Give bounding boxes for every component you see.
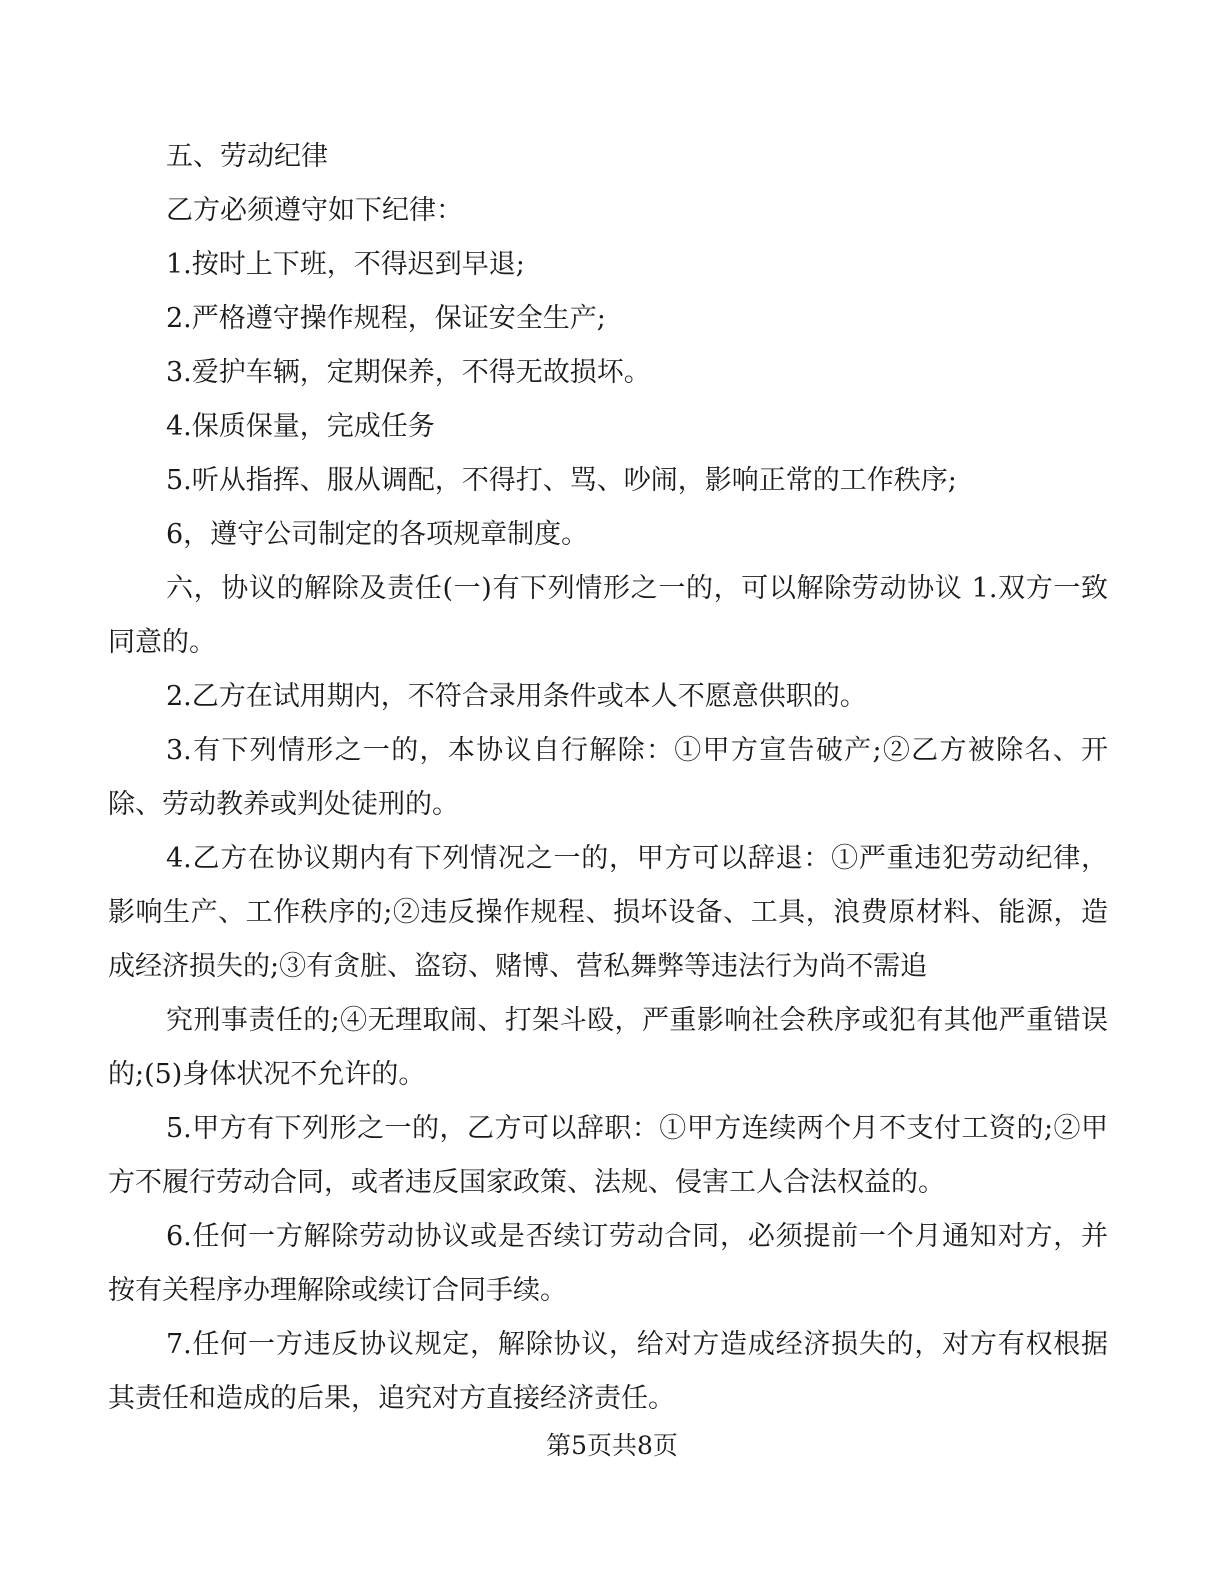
list-item: 5.听从指挥、服从调配，不得打、骂、吵闹，影响正常的工作秩序; (166, 465, 957, 496)
list-item: 4.保质保量，完成任务 (166, 411, 435, 442)
list-item: 2.严格遵守操作规程，保证安全生产; (166, 303, 606, 334)
page-number: 第5页共8页 (546, 1431, 678, 1460)
list-item: 3.有下列情形之一的，本协议自行解除：①甲方宣告破产;②乙方被除名、开除、劳动教养或判处徒刑的。 (108, 735, 1108, 820)
list-item: 5.甲方有下列形之一的，乙方可以辞职：①甲方连续两个月不支付工资的;②甲方不履行劳动合同，或者违反国家政策、法规、侵害工人合法权益的。 (108, 1113, 1108, 1198)
list-item: 4.乙方在协议期内有下列情况之一的，甲方可以辞退：①严重违犯劳动纪律，影响生产、工作秩序的;②违反操作规程、损坏设备、工具，浪费原材料、能源，造成经济损失的;③有贪脏、盗窃、赌博、营私舞弊等违法行为尚不需追 (108, 843, 1108, 982)
list-item: 2.乙方在试用期内，不符合录用条件或本人不愿意供职的。 (166, 681, 867, 712)
list-item: 1.按时上下班，不得迟到早退; (166, 249, 525, 280)
paragraph: 乙方必须遵守如下纪律： (166, 195, 463, 226)
section-heading-labor-discipline: 五、劳动纪律 (166, 141, 328, 172)
document-body (108, 130, 1108, 1426)
list-item: 6，遵守公司制定的各项规章制度。 (166, 519, 589, 550)
list-item: 3.爱护车辆，定期保养，不得无故损坏。 (166, 357, 651, 388)
paragraph-continuation: 究刑事责任的;④无理取闹、打架斗殴，严重影响社会秩序或犯有其他严重错误的;(5)身体状况不允许的。 (108, 1005, 1108, 1090)
list-item: 7.任何一方违反协议规定，解除协议，给对方造成经济损失的，对方有权根据其责任和造成的后果，追究对方直接经济责任。 (108, 1329, 1108, 1414)
list-item: 6.任何一方解除劳动协议或是否续订劳动合同，必须提前一个月通知对方，并按有关程序办理解除或续订合同手续。 (108, 1221, 1108, 1306)
section-heading-termination: 六，协议的解除及责任(一)有下列情形之一的，可以解除劳动协议 1.双方一致同意的。 (108, 573, 1108, 658)
